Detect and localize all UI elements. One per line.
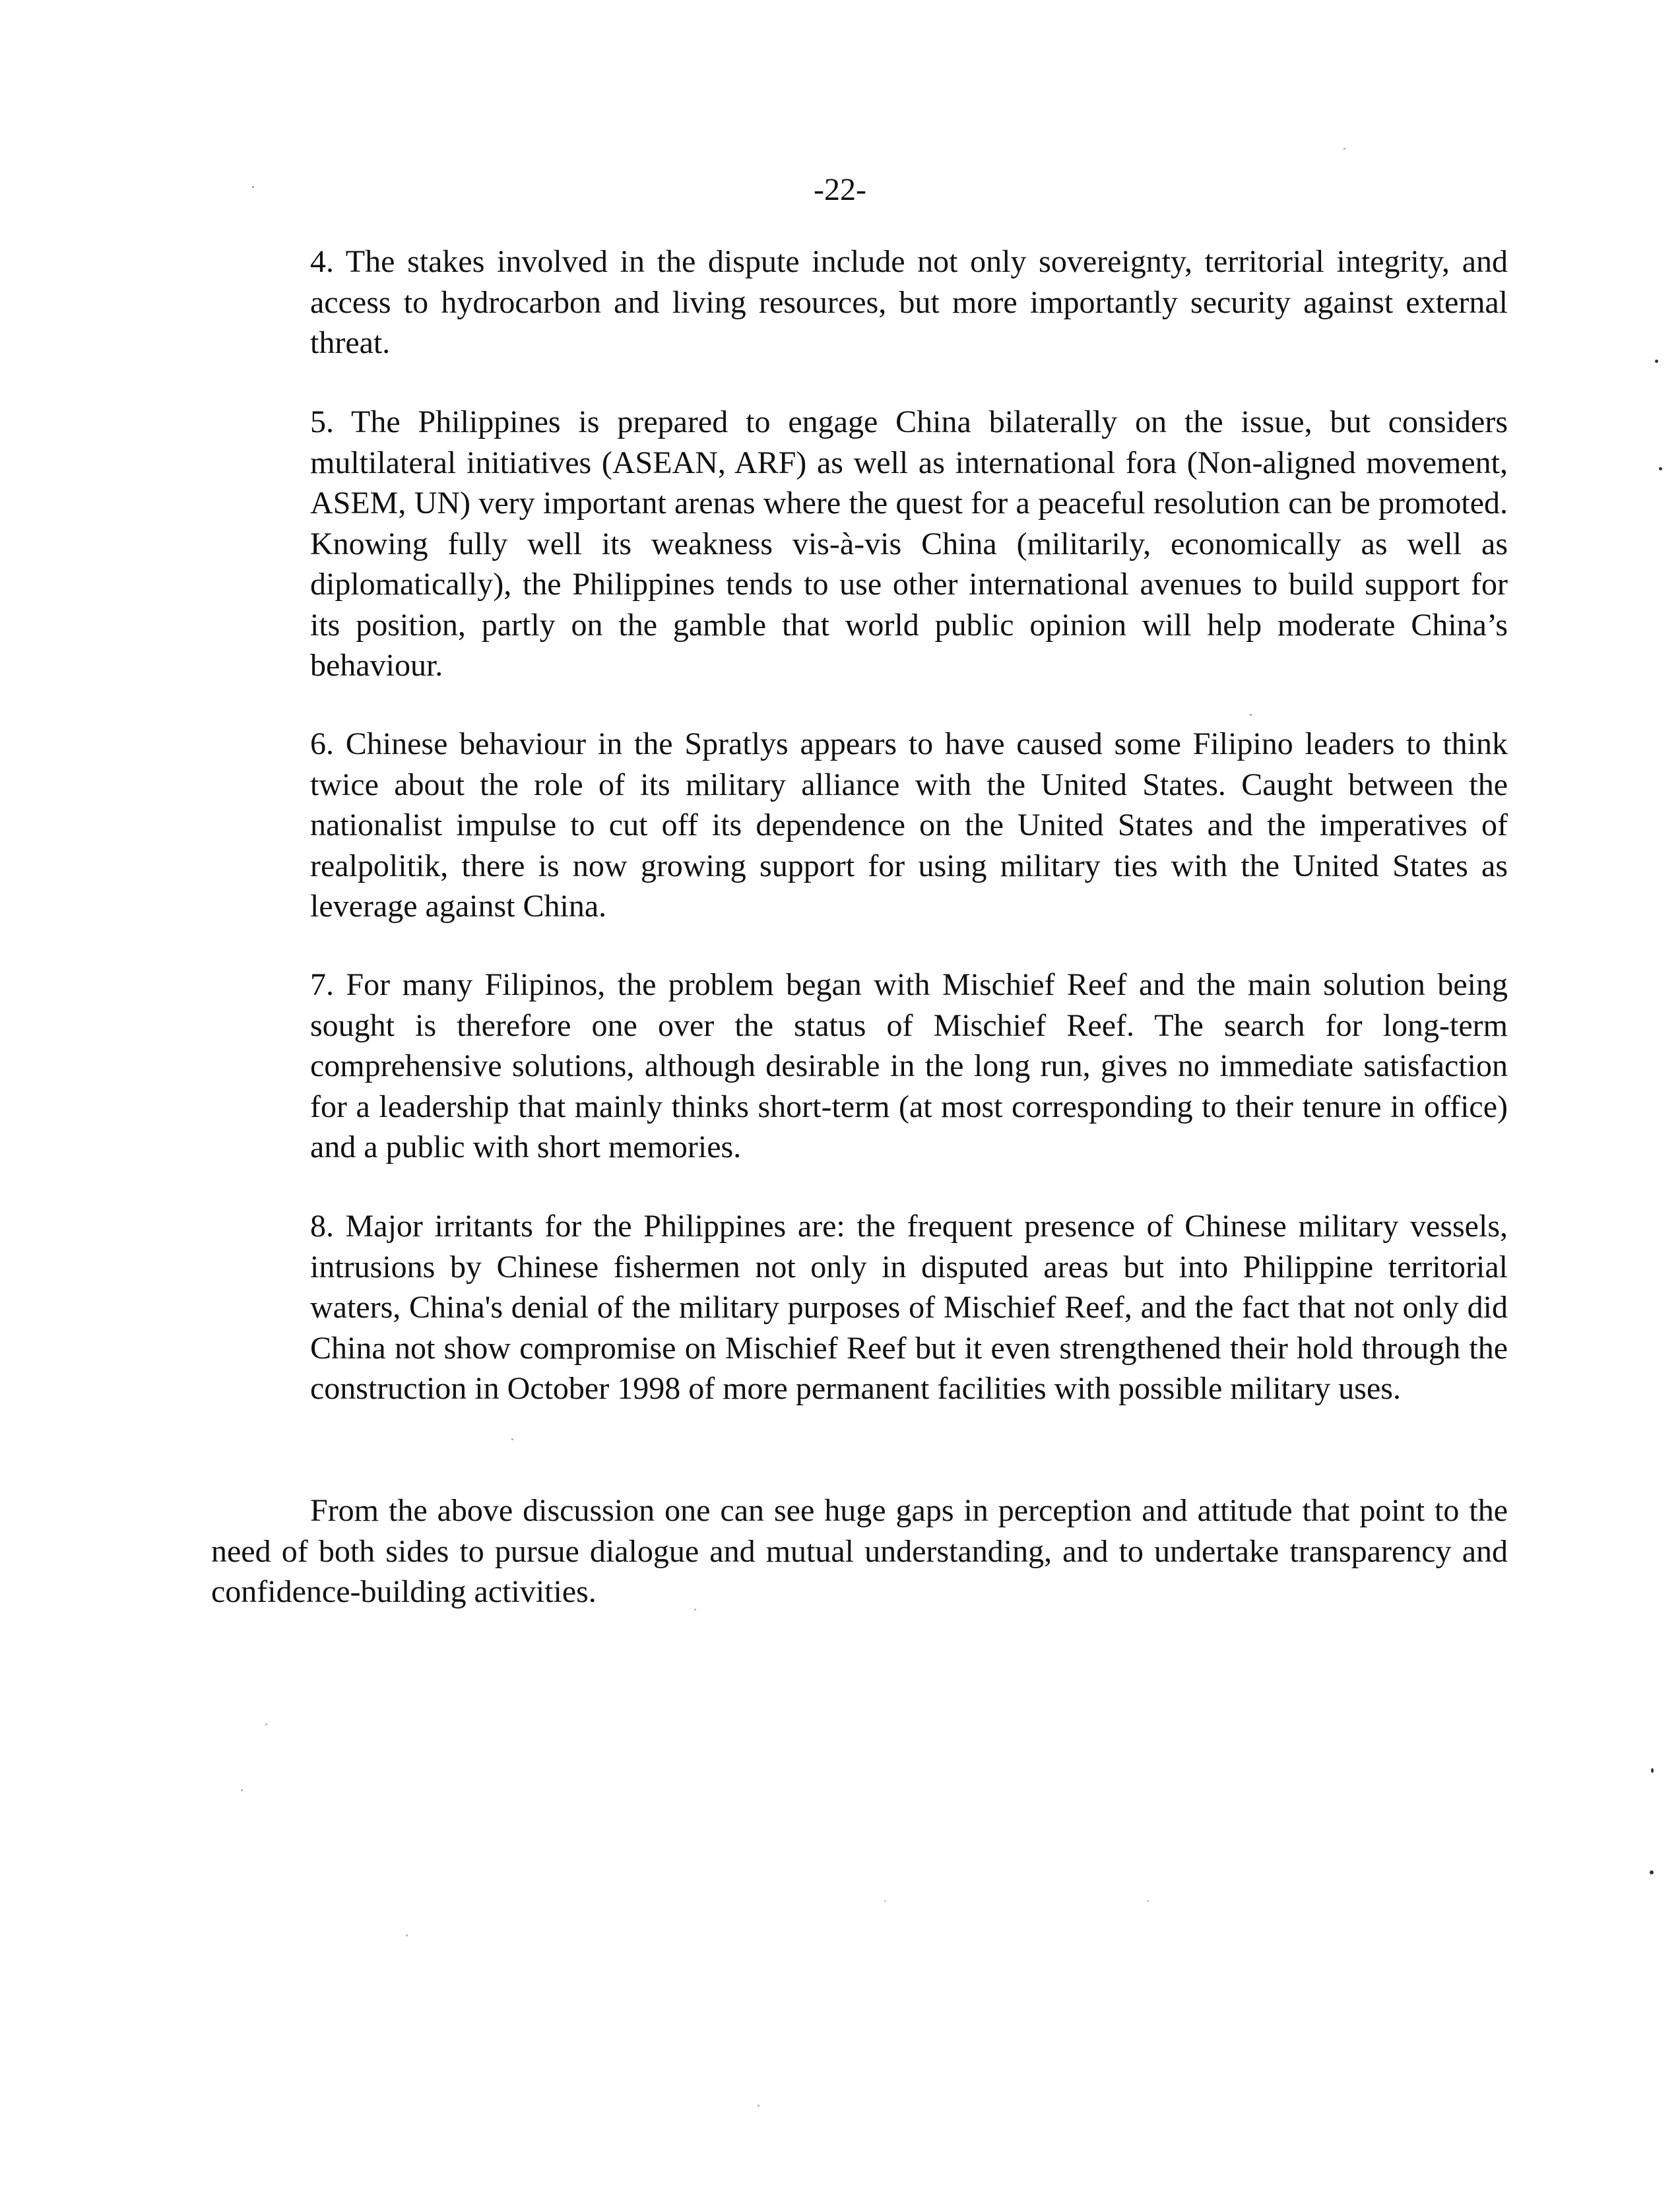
scan-speck: [1147, 1900, 1149, 1902]
scan-speck: [252, 186, 254, 188]
scan-speck: [1650, 1870, 1654, 1874]
numbered-paragraph-5: 5. The Philippines is prepared to engage China bilaterally on the issue, but considers multilateral initiatives (ASEAN, ARF) as well as international fora (Non-aligned movement, ASEM, UN) very important arenas where the quest for a peaceful resolution can be promoted. Knowing fully well its weakness vis-à-vis China (militarily, economically as well as diplomatically), the Philippines tends to use other international avenues to build support for its position, partly on the gamble that world public opinion will help moderate China’s behaviour.: [310, 404, 1508, 683]
scan-speck: [1659, 467, 1662, 470]
scan-speck: [265, 1723, 267, 1725]
scan-speck: [758, 2105, 759, 2107]
scan-speck: [1343, 148, 1345, 150]
scan-speck: [1250, 714, 1252, 716]
conclusion-paragraph: From the above discussion one can see huge gaps in perception and attitude that point to the need of both sides to pursue dialogue and mutual understanding, and to undertake transparency and confidence-building activities.: [211, 1493, 1508, 1609]
scan-speck: [511, 1438, 513, 1440]
scan-speck: [1651, 1768, 1654, 1773]
scan-speck: [694, 1609, 696, 1610]
numbered-paragraph-7: 7. For many Filipinos, the problem began with Mischief Reef and the main solution being sought is therefore one over the status of Mischief Reef. The search for long-term comprehensive solutions, although desirable in the long run, gives no immediate satisfaction for a leadership that mainly thinks short-term (at most corresponding to their tenure in office) and a public with short memories.: [310, 967, 1508, 1164]
page-number: -22-: [814, 172, 866, 207]
numbered-paragraph-4: 4. The stakes involved in the dispute include not only sovereignty, territorial integrity, and access to hydrocarbon and living resources, but more importantly security against external threat.: [310, 244, 1508, 360]
scan-speck: [884, 1900, 886, 1902]
numbered-paragraph-6: 6. Chinese behaviour in the Spratlys appears to have caused some Filipino leaders to think twice about the role of its military alliance with the United States. Caught between the nationalist impulse to cut off its dependence on the United States and the imperatives of realpolitik, there is now growing support for using military ties with the United States as leverage against China.: [310, 726, 1508, 924]
scan-speck: [241, 1789, 243, 1791]
scan-speck: [406, 1934, 408, 1936]
scan-speck: [1655, 360, 1658, 363]
numbered-paragraph-8: 8. Major irritants for the Philippines are: the frequent presence of Chinese military vessels, intrusions by Chinese fishermen not only in disputed areas but into Philippine territorial waters, China's denial of the military purposes of Mischief Reef, and the fact that not only did China not show compromise on Mischief Reef but it even strengthened their hold through the construction in October 1998 of more permanent facilities with possible military uses.: [310, 1209, 1508, 1406]
